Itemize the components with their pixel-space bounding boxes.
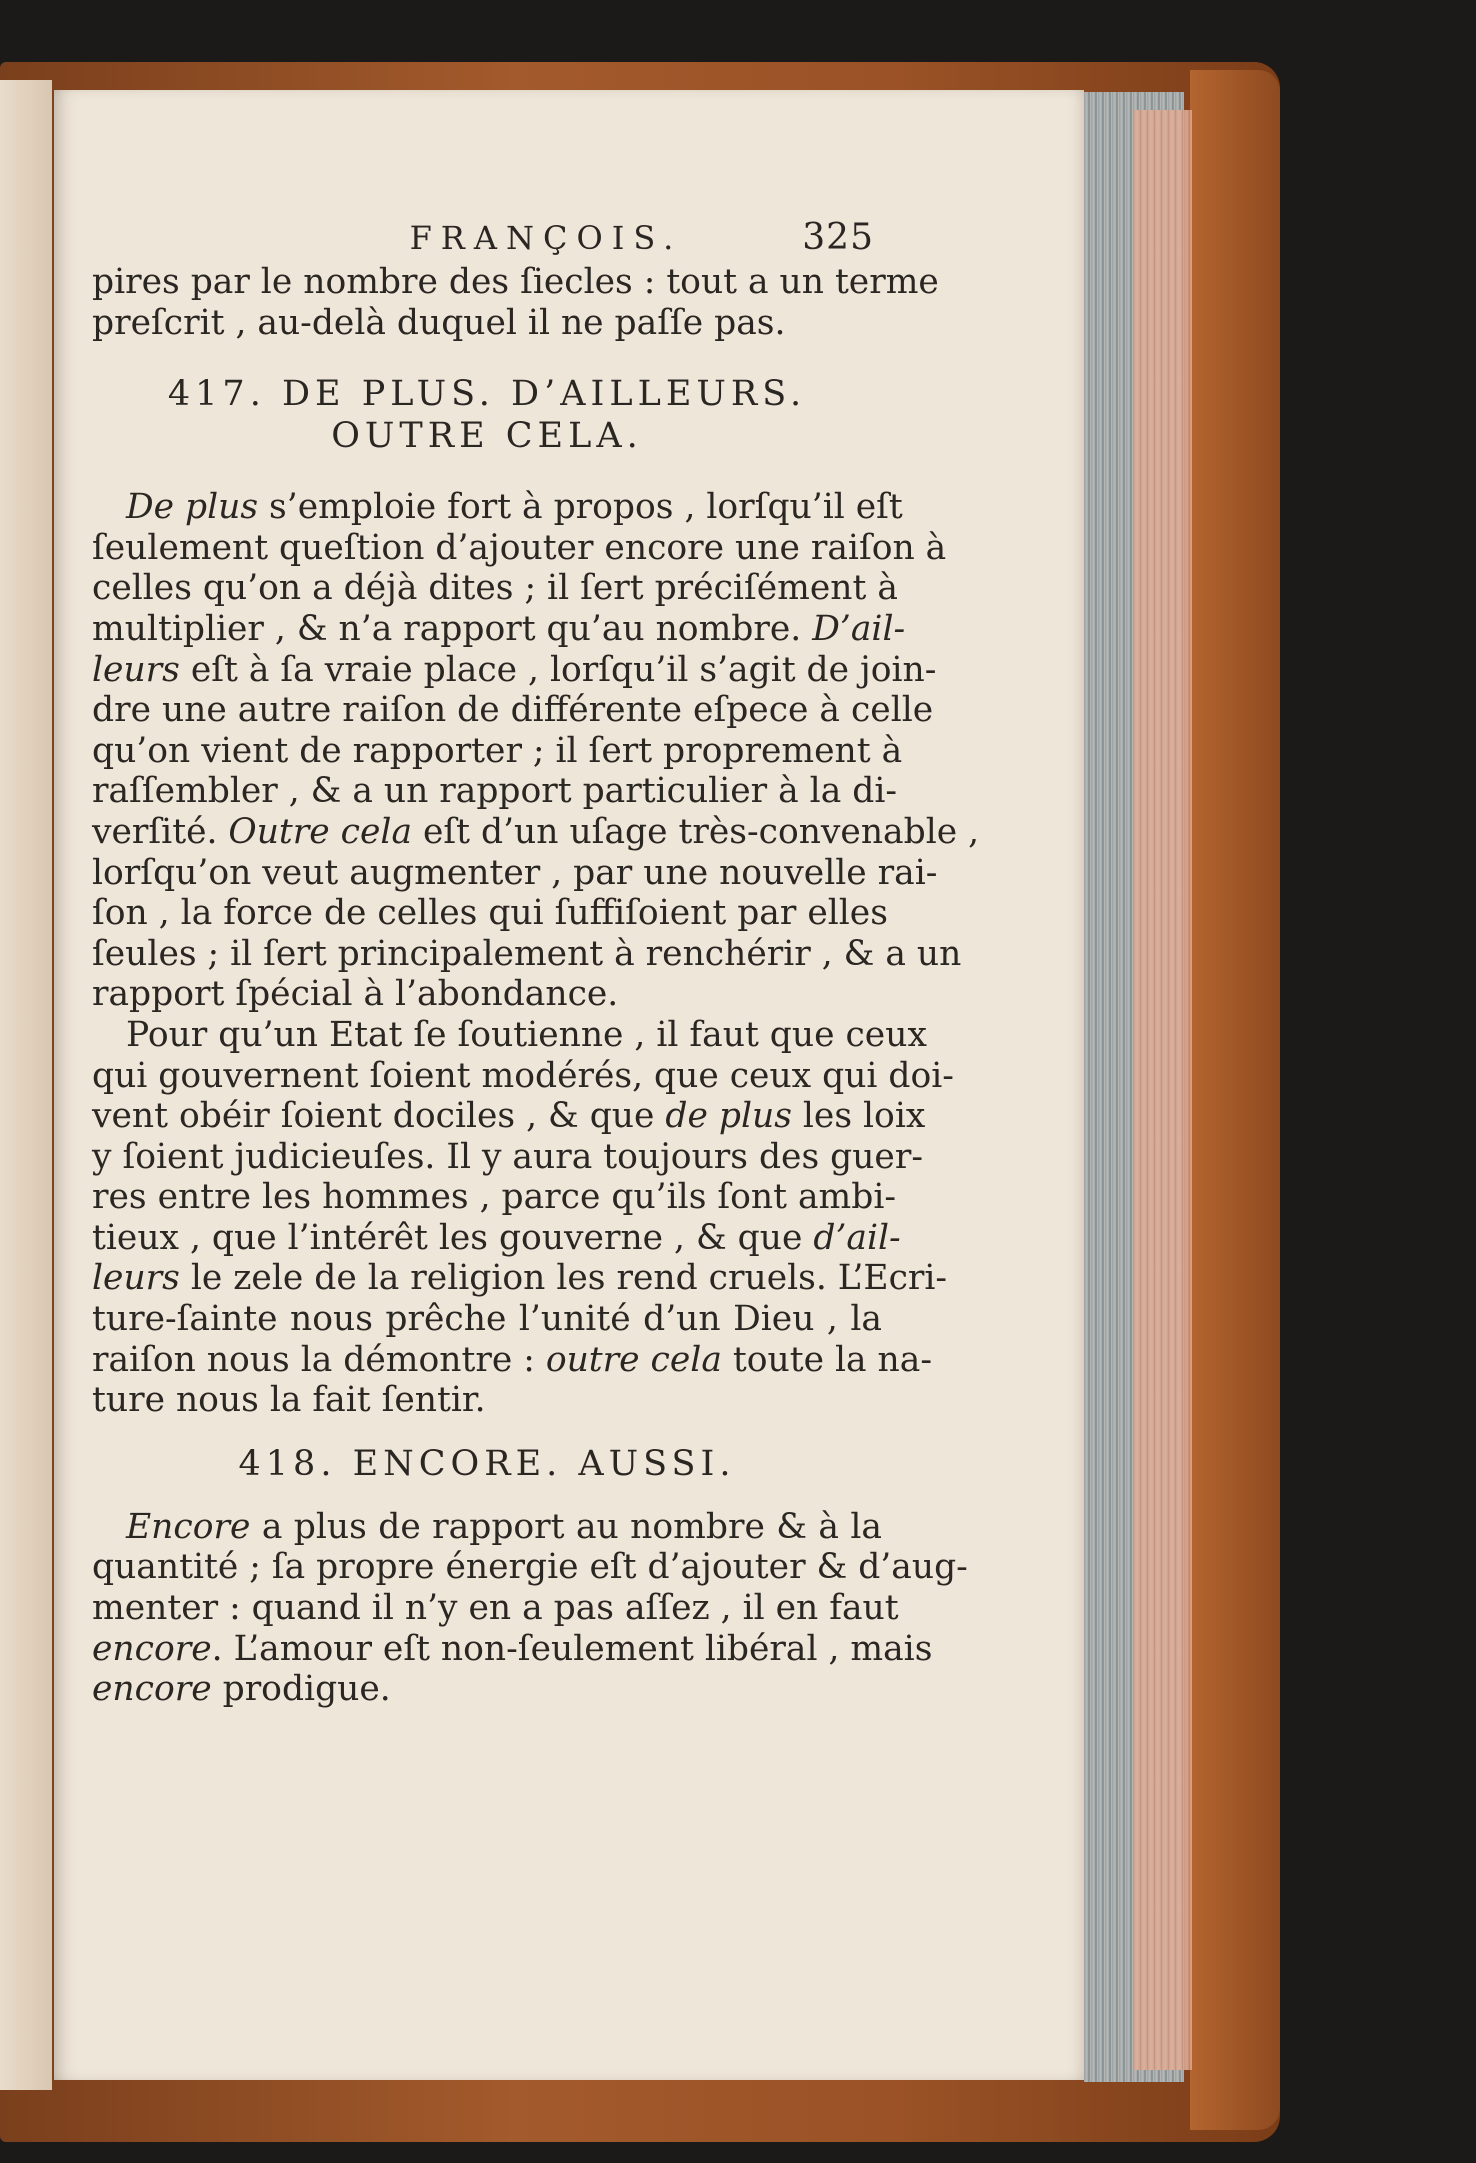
italic-term: encore [92,1628,212,1669]
italic-term: leurs [92,1258,180,1299]
text-line [92,1339,932,1381]
text-line [92,568,898,609]
text-line [92,649,937,691]
text-run: . L’amour eſt non-ſeulement libéral , mais [211,1628,933,1669]
text-line [92,1588,899,1629]
text-line [92,974,882,1015]
text-run: raiſon nous la démontre : [92,1339,546,1380]
text-run: toute la na- [721,1339,932,1380]
section-title-line1: DE PLUS. D’AILLEURS. [281,374,807,415]
text-run: a plus de rapport au nombre & à la [250,1506,882,1547]
text-line [92,608,906,650]
page-number: 325 [802,217,874,258]
text-run: prodigue. [211,1669,391,1710]
section-title: ENCORE. AUSSI. [352,1443,736,1484]
text-run: Pour qu’un Etat ſe ſoutienne , il faut que ceux [126,1014,927,1055]
text-run: quantité ; ſa propre énergie eſt d’ajouter & d’aug- [92,1547,968,1588]
italic-term: outre cela [545,1339,722,1380]
text-line [92,487,903,528]
section-heading-417 [92,373,882,415]
text-run: vent obéir ſoient dociles , & que [92,1096,666,1137]
italic-term: D’ail- [812,608,906,649]
text-line [92,1380,882,1421]
text-line [92,690,934,731]
text-run: multiplier , & n’a rapport qu’au nombre. [92,608,813,649]
text-line [92,1258,948,1299]
text-line [92,1299,882,1340]
italic-term: d’ail- [813,1217,901,1258]
paragraph-417-2 [92,1014,954,1421]
text-run: rapport ſpécial à l’abondance. [92,974,619,1015]
section-number: 418. [238,1443,337,1484]
text-line [92,852,938,894]
text-line [92,1669,882,1710]
text-run: dre une autre raiſon de différente eſpece à celle [92,690,934,731]
text-line [92,933,962,975]
section-heading-418 [92,1443,882,1485]
page-text [92,217,980,1710]
text-run: eſt à ſa vraie place , lorſqu’il s’agit de join- [179,649,937,690]
text-line [92,893,888,934]
text-line: preſcrit , au-delà duquel il ne paſſe pas. [92,302,786,343]
left-page-edge [0,80,52,2090]
text-line [92,1628,933,1670]
italic-term: de plus [665,1096,792,1137]
text-run: les loix [791,1096,926,1137]
text-line [92,1177,897,1218]
paragraph-418-1 [92,1506,968,1710]
text-run: menter : quand il n’y en a pas aſſez , il en faut [92,1588,899,1629]
section-title-line2: OUTRE CELA. [331,416,643,457]
text-run: celles qu’on a déjà dites ; il ſert préciſément à [92,568,898,609]
italic-term: leurs [92,649,180,690]
text-run: s’emploie fort à propos , lorſqu’il eſt [258,487,903,528]
text-run: y ſoient judicieuſes. Il y aura toujours des guer- [92,1136,923,1177]
text-run: ture nous la fait ſentir. [92,1380,486,1421]
text-run: raſſembler , & a un rapport particulier à la di- [92,771,898,812]
text-line: pires par le nombre des ſiecles : tout a un terme [92,262,939,302]
text-line [92,1547,968,1588]
text-run: qui gouvernent ſoient modérés, que ceux qui doi- [92,1055,954,1096]
italic-term: De plus [126,487,259,528]
text-line [92,1014,927,1056]
text-run: le zele de la religion les rend cruels. L’Ecri- [179,1258,948,1299]
italic-term: Encore [126,1506,251,1547]
text-line [92,1507,882,1548]
text-line [92,527,947,569]
text-run: res entre les hommes , parce qu’ils ſont ambi- [92,1177,897,1218]
text-run: tieux , que l’intérêt les gouverne , & que [92,1217,814,1258]
text-line [92,1096,926,1137]
text-run: ſeulement queſtion d’ajouter encore une raiſon à [92,527,947,568]
text-line [92,1217,901,1259]
text-run: eſt d’un uſage très-convenable , [412,811,980,852]
page-block-edges-tinted [1134,110,1192,2070]
text-run: ture-ſainte nous prêche l’unité d’un Dieu , la [92,1299,882,1340]
text-line [92,811,980,853]
paragraph-417-1 [92,487,980,1015]
text-run: verſité. [92,811,229,852]
text-line [92,730,903,772]
text-line [92,771,898,812]
running-header [92,218,882,262]
italic-term: Outre cela [228,811,413,852]
text-run: ſon , la force de celles qui ſuffiſoient par elles [92,893,888,934]
text-run: lorſqu’on veut augmenter , par une nouvelle rai- [92,852,938,893]
italic-term: encore [92,1669,212,1710]
text-run: ſeules ; il ſert principalement à renchérir , & a un [92,933,962,974]
cover-edge [1190,70,1280,2130]
running-title: FRANÇOIS. [409,219,683,257]
text-line [92,1136,923,1178]
section-number: 417. [167,374,266,415]
text-run: qu’on vient de rapporter ; il ſert proprement à [92,730,903,771]
text-line [92,1055,954,1097]
